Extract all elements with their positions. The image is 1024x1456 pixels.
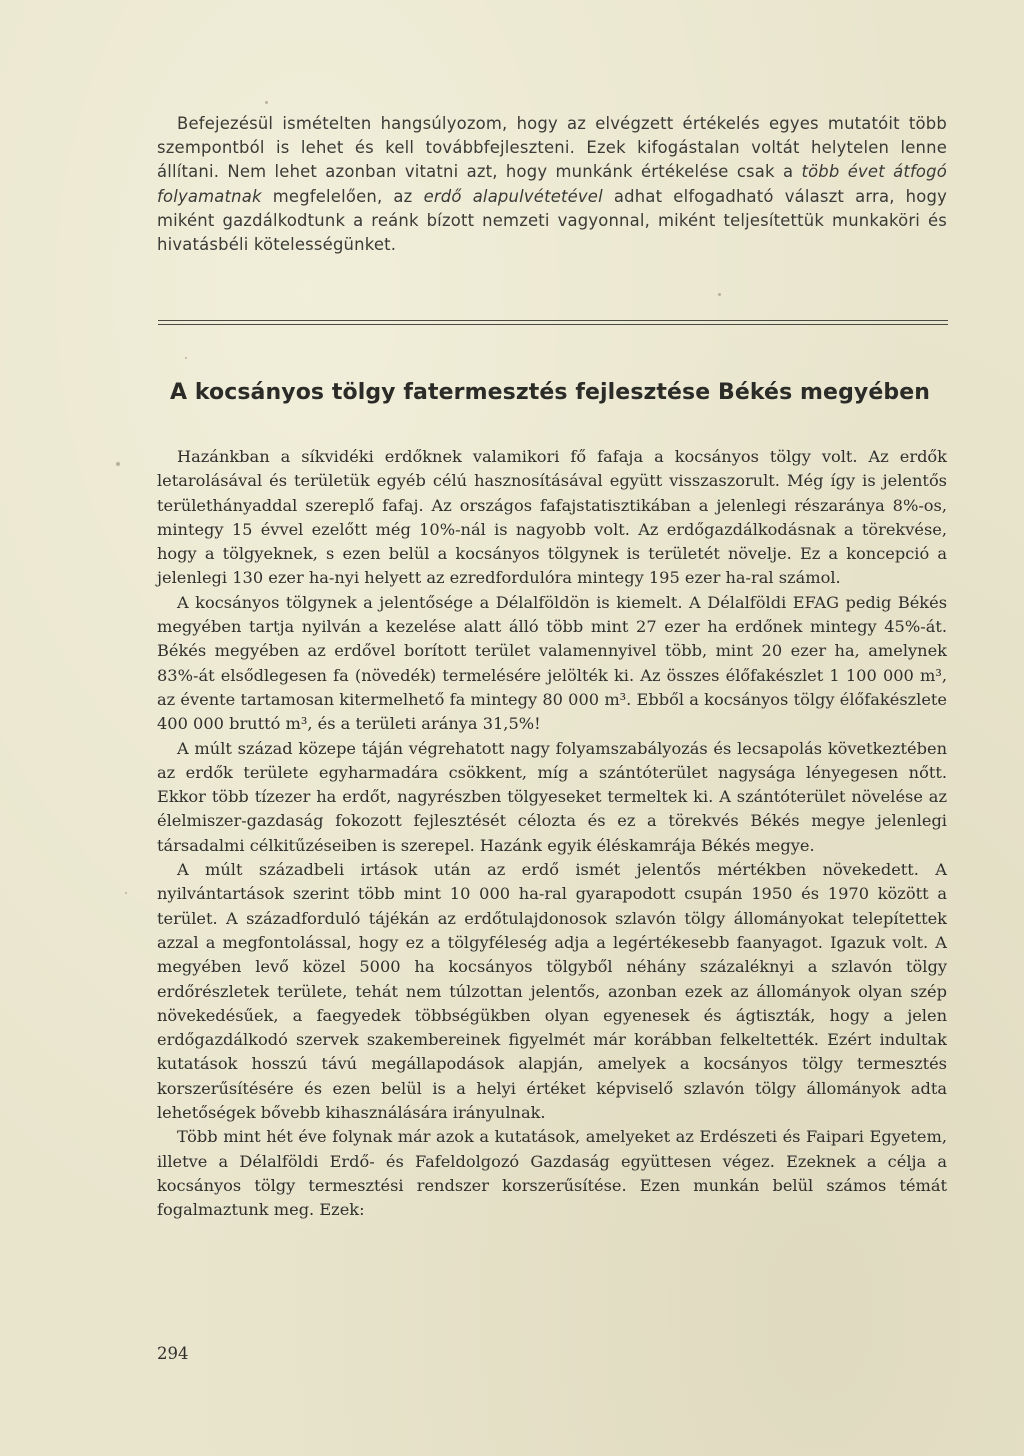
article-paragraph: Hazánkban a síkvidéki erdőknek valamikori fő fafaja a kocsányos tölgy volt. Az erdők letarolásával és területük egyéb célú hasznosításával együtt visszaszorult. Még így is jelentős területhányaddal szereplő fafaj. Az országos fafajstatisztikában a jelenlegi részaránya 8%-os, mintegy 15 évvel ezelőtt még 10%-nál is nagyobb volt. Az erdőgazdálkodásnak a törekvése, hogy a tölgyeknek, s ezen belül a kocsányos tölgynek is területét növelje. Ez a koncepció a jelenlegi 130 ezer ha-nyi helyett az ezredfordulóra mintegy 195 ezer ha-ral számol.	[157, 447, 947, 588]
article-paragraph: A kocsányos tölgynek a jelentősége a Délalföldön is kiemelt. A Délalföldi EFAG pedig Békés megyében tartja nyilván a kezelése alatt álló több mint 27 ezer ha erdőnek mintegy 45%-át. Békés megyében az erdővel borított terület valamennyivel több, mint 20 ezer ha, amelynek 83%-át elsődlegesen fa (növedék) termelésére jelölték ki. Az összes élőfakészlet 1 100 000 m³, az évente tartamosan kitermelhető fa mintegy 80 000 m³. Ebből a kocsányos tölgy élőfakészlete 400 000 bruttó m³, és a területi aránya 31,5%!	[157, 592, 947, 734]
paper-speck	[265, 101, 268, 104]
closing-text-part-3: adhat elfogadható választ arra, hogy miként gazdálkodtunk a reánk bízott nemzeti vagyonnal, miként teljesítettük munkaköri és hivatásbéli kötelességünket.	[157, 186, 947, 255]
article-body	[157, 445, 947, 1223]
article-paragraph: A múlt század közepe táján végrehatott nagy folyamszabályozás és lecsapolás következtében az erdők területe egyharmadára csökkent, míg a szántóterület nagysága lényegesen nőtt. Ekkor több tízezer ha erdőt, nagyrészben tölgyeseket termeltek ki. A szántóterület növelése az élelmiszer-gazdaság fokozott fejlesztését célozta és ez a törekvés Békés megye jelenlegi társadalmi célkitűzéseiben is szerepel. Hazánk egyik éléskamrája Békés megye.	[157, 738, 947, 855]
paper-speck	[718, 293, 721, 296]
section-divider-top	[158, 320, 948, 321]
section-divider-bottom	[158, 324, 948, 325]
paper-speck	[125, 892, 127, 894]
closing-italic-phrase-1: több évet átfogó folyamatnak	[157, 162, 947, 206]
closing-text-part-1: Befejezésül ismételten hangsúlyozom, hogy az elvégzett értékelés egyes mutatóit több szempontból is lehet és kell továbbfejleszteni. Ezek kifogástalan voltát helytelen lenne állítani. Nem lehet azonban vitatni azt, hogy munkánk értékelése csak a	[157, 114, 947, 182]
paper-speck	[185, 357, 187, 359]
article-paragraph: A múlt századbeli irtások után az erdő ismét jelentős mértékben növekedett. A nyilvántartások szerint több mint 10 000 ha-ral gyarapodott csupán 1950 és 1970 között a terület. A századforduló tájékán az erdőtulajdonosok szlavón tölgy állományokat telepítettek azzal a megfontolással, hogy ez a tölgyféleség adja a legértékesebb faanyagot. Igazuk volt. A megyében levő közel 5000 ha kocsányos tölgyből néhány százaléknyi a szlavón tölgy erdőrészletek területe, tehát nem túlzottan jelentős, azonban ezek az állományok olyan szép növekedésűek, a faegyedek többségükben olyan egyenesek és ágtiszták, hogy a jelen erdőgazdálkodó szervek szakembereinek figyelmét már korábban felkeltették. Ezért indultak kutatások hosszú távú megállapodások alapján, amelyek a kocsányos tölgy termesztés korszerűsítésére és ezen belül is a helyi értéket képviselő szlavón tölgy állományok adta lehetőségek bővebb kihasználására irányulnak.	[157, 860, 947, 1123]
page-number: 294	[157, 1344, 189, 1363]
paper-speck	[116, 462, 120, 466]
closing-italic-phrase-2: erdő alapulvétetével	[423, 186, 603, 206]
closing-paragraph	[157, 112, 947, 257]
article-title: A kocsányos tölgy fatermesztés fejlesztése Békés megyében	[169, 380, 931, 405]
closing-text-part-2: megfelelően, az	[261, 186, 424, 206]
article-paragraph: Több mint hét éve folynak már azok a kutatások, amelyeket az Erdészeti és Faipari Egyetem, illetve a Délalföldi Erdő- és Fafeldolgozó Gazdaság együttesen végez. Ezeknek a célja a kocsányos tölgy termesztési rendszer korszerűsítése. Ezen munkán belül számos témát fogalmaztunk meg. Ezek:	[157, 1127, 947, 1220]
